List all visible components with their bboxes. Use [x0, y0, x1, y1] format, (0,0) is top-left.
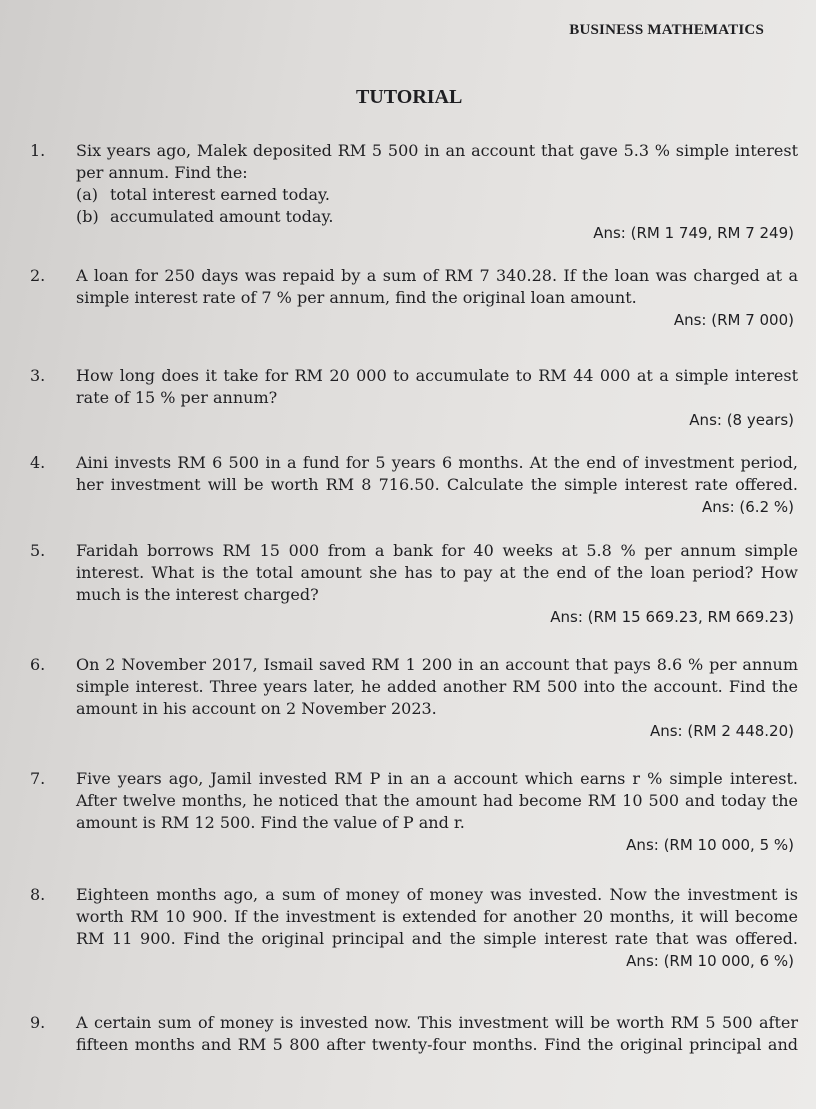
- question-line: A certain sum of money is invested now. This investment will be worth RM 5 500 after: [76, 1013, 798, 1032]
- question-7: [30, 768, 798, 856]
- question-line: Aini invests RM 6 500 in a fund for 5 years 6 months. At the end of investment period,: [76, 453, 798, 472]
- question-line: A loan for 250 days was repaid by a sum of RM 7 340.28. If the loan was charged at a: [76, 266, 798, 285]
- course-header: BUSINESS MATHEMATICS: [569, 22, 764, 38]
- question-part-a: [76, 184, 798, 206]
- question-line: How long does it take for RM 20 000 to accumulate to RM 44 000 at a simple interest: [76, 366, 798, 385]
- answer: Ans: (RM 1 749, RM 7 249): [593, 224, 794, 242]
- question-line: worth RM 10 900. If the investment is extended for another 20 months, it will become: [76, 907, 798, 926]
- question-line: Faridah borrows RM 15 000 from a bank for 40 weeks at 5.8 % per annum simple: [76, 541, 798, 560]
- question-line: Six years ago, Malek deposited RM 5 500 in an account that gave 5.3 % simple interest: [76, 141, 798, 160]
- question-5: [30, 540, 798, 628]
- question-number: 2.: [30, 266, 46, 285]
- question-line: amount is RM 12 500. Find the value of P and r.: [76, 813, 465, 832]
- part-label: (b): [76, 207, 99, 226]
- question-number: 5.: [30, 541, 46, 560]
- question-1: [30, 140, 798, 244]
- answer: Ans: (RM 2 448.20): [649, 722, 794, 740]
- question-line: interest. What is the total amount she has to pay at the end of the loan period? How: [76, 563, 798, 582]
- question-line: fifteen months and RM 5 800 after twenty-four months. Find the original principal and: [76, 1035, 798, 1054]
- part-label: (a): [76, 185, 99, 204]
- page-title: TUTORIAL: [356, 86, 463, 108]
- part-text: total interest earned today.: [110, 185, 330, 204]
- answer: Ans: (RM 10 000, 6 %): [626, 952, 794, 970]
- question-4: [30, 452, 798, 518]
- question-8: [30, 884, 798, 972]
- question-line: rate of 15 % per annum?: [76, 388, 278, 407]
- question-6: [30, 654, 798, 742]
- question-number: 3.: [30, 366, 46, 385]
- question-line: On 2 November 2017, Ismail saved RM 1 200 in an account that pays 8.6 % per annum: [76, 655, 798, 674]
- question-line: Five years ago, Jamil invested RM P in an a account which earns r % simple interest.: [76, 769, 798, 788]
- question-line: simple interest. Three years later, he added another RM 500 into the account. Find the: [76, 677, 798, 696]
- question-number: 8.: [30, 885, 46, 904]
- question-line: per annum. Find the:: [76, 163, 248, 182]
- question-9: [30, 1012, 798, 1056]
- question-line: After twelve months, he noticed that the amount had become RM 10 500 and today the: [76, 791, 798, 810]
- question-line: much is the interest charged?: [76, 585, 319, 604]
- question-3: [30, 365, 798, 431]
- answer: Ans: (RM 7 000): [673, 311, 794, 329]
- question-number: 9.: [30, 1013, 46, 1032]
- question-line: her investment will be worth RM 8 716.50. Calculate the simple interest rate offered.: [76, 475, 798, 494]
- part-text: accumulated amount today.: [110, 207, 334, 226]
- answer: Ans: (6.2 %): [702, 498, 794, 516]
- question-number: 4.: [30, 453, 46, 472]
- answer: Ans: (RM 15 669.23, RM 669.23): [550, 608, 794, 626]
- question-number: 1.: [30, 141, 46, 160]
- question-line: simple interest rate of 7 % per annum, find the original loan amount.: [76, 288, 637, 307]
- answer: Ans: (RM 10 000, 5 %): [626, 836, 794, 854]
- question-line: amount in his account on 2 November 2023.: [76, 699, 437, 718]
- question-line: Eighteen months ago, a sum of money of money was invested. Now the investment is: [76, 885, 798, 904]
- question-line: RM 11 900. Find the original principal and the simple interest rate that was offered.: [76, 929, 798, 948]
- question-2: [30, 265, 798, 331]
- answer: Ans: (8 years): [689, 411, 794, 429]
- question-number: 7.: [30, 769, 46, 788]
- question-number: 6.: [30, 655, 46, 674]
